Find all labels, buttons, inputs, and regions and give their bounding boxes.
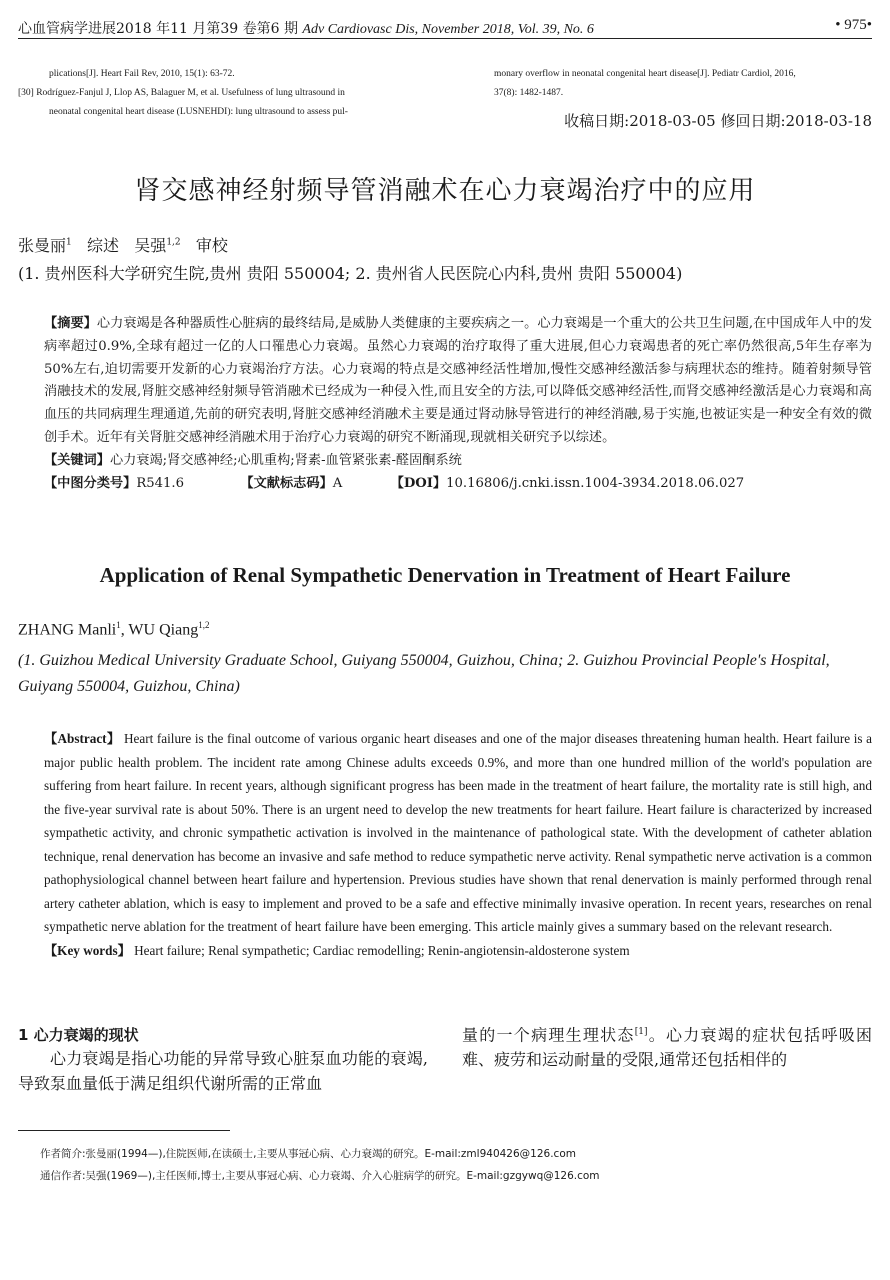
- english-keywords: [18, 939, 872, 963]
- keywords-label: 【关键词】: [44, 452, 110, 468]
- doc-code-label: 【文献标志码】: [240, 475, 333, 491]
- clc-label: 【中图分类号】: [44, 475, 137, 491]
- keywords-text: 心力衰竭;肾交感神经;心肌重构;肾素-血管紧张素-醛固酮系统: [109, 452, 462, 468]
- keywords-text: Heart failure; Renal sympathetic; Cardiac remodelling; Renin-angiotensin-aldosterone system: [134, 942, 630, 958]
- journal-en: Adv Cardiovasc Dis, November 2018, Vol. 39, No. 6: [302, 22, 594, 37]
- references-left: [18, 65, 440, 122]
- keywords-label: 【Key words】: [44, 942, 131, 958]
- abstract-label: 【Abstract】: [44, 731, 121, 746]
- body-text: 。心力衰竭的症状包括呼吸困难、疲劳和运动耐量的受限,通常还包括相伴的: [462, 1025, 872, 1070]
- reference-line: monary overflow in neonatal congenital heart disease[J]. Pediatr Cardiol, 2016,: [494, 69, 796, 79]
- chinese-abstract: [18, 313, 872, 450]
- journal-line: [18, 18, 594, 38]
- citation: [1]: [634, 1027, 648, 1037]
- body-paragraph: 心力衰竭是指心功能的异常导致心脏泵血功能的衰竭,导致泵血量低于满足组织代谢所需的正常血: [18, 1049, 428, 1093]
- chinese-affiliation: (1. 贵州医科大学研究生院,贵州 贵阳 550004; 2. 贵州省人民医院心内科,贵州 贵阳 550004): [18, 264, 683, 283]
- chinese-abstract-block: [18, 313, 872, 495]
- author-superscript: 1,2: [166, 237, 181, 248]
- body-column-right: [462, 1020, 872, 1072]
- journal-cn: 心血管病学进展2018 年11 月第39 卷第6 期: [18, 21, 298, 37]
- page-number: • 975•: [835, 17, 872, 33]
- classification-line: [18, 473, 872, 496]
- footnote-rule: [18, 1130, 230, 1131]
- running-header: [18, 14, 872, 39]
- author-role: 综述: [87, 236, 120, 255]
- doi-value: 10.16806/j.cnki.issn.1004-3934.2018.06.027: [446, 475, 745, 491]
- english-abstract: [18, 727, 872, 939]
- abstract-text: Heart failure is the final outcome of various organic heart diseases and one of the major diseases threatening human health. Heart failure is a major public health problem. The incident rate among Chinese adults exceeds 0.9%, and more than one hundred million of the world's population are suffering from heart failure. In recent years, although significant progress has been made in the treatment of heart failure, the mortality rate is still high, and the five-year survival rate is about 50%. There is an urgent need to develop the new treatments for heart failure. Heart failure is characterized by increased sympathetic activity, and chronic sympathetic activation is involved in the maintenance of pathological state. With the development of catheter ablation technique, renal denervation has become an invasive and safe method to reduce sympathetic nerve activity. Renal sympathetic nerve activation is a common pathophysiological channel between heart failure and hypertension. Previous studies have shown that renal denervation is mainly performed through renal artery catheter ablation, which is easy to implement and proved to be a safe and effective minimally invasive operation. In recent years, researches on renal sympathetic nerve ablation for the treatment of heart failure have been emerging. This article mainly gives a summary based on the relevant research.: [44, 731, 872, 934]
- author-intro-note: 作者简介:张曼丽(1994—),住院医师,在读硕士,主要从事冠心病、心力衰竭的研究。E-mail:zml940426@126.com: [40, 1148, 576, 1160]
- received-revised-dates: 收稿日期:2018-03-05 修回日期:2018-03-18: [564, 112, 872, 130]
- abstract-text: 心力衰竭是各种器质性心脏病的最终结局,是威胁人类健康的主要疾病之一。心力衰竭是一个重大的公共卫生问题,在中国成年人中的发病率超过0.9%,全球有超过一亿的人口罹患心力衰竭。虽然心力衰竭的治疗取得了重大进展,但心力衰竭患者的死亡率仍然很高,5年生存率为50%左右,迫切需要开发新的心力衰竭治疗方法。心力衰竭的特点是交感神经活性增加,慢性交感神经激活参与病理状态的维持。随着射频导管消融技术的发展,肾脏交感神经射频导管消融术已经成为一种侵入性,而且安全的方法,可以降低交感神经活性,而肾交感神经激活是心力衰竭和高血压的共同病理生理通道,先前的研究表明,肾脏交感神经消融术主要是通过肾动脉导管进行的神经消融,易于实施,也被证实是一种安全有效的微创手术。近年有关肾脏交感神经消融术用于治疗心力衰竭的研究不断涌现,现就相关研究予以综述。: [44, 316, 873, 445]
- author-role: 审校: [195, 236, 228, 255]
- abstract-label: 【摘要】: [44, 316, 97, 331]
- author-name: 张曼丽: [18, 236, 67, 255]
- references-right: [494, 65, 872, 103]
- english-abstract-block: [18, 727, 872, 962]
- author-name: 吴强: [134, 236, 167, 255]
- chinese-authors: [18, 233, 228, 256]
- body-text: 量的一个病理生理状态: [462, 1025, 635, 1045]
- author-superscript: 1: [116, 620, 121, 630]
- clc-code: R541.6: [136, 475, 184, 491]
- english-title: Application of Renal Sympathetic Denervation in Treatment of Heart Failure: [99, 563, 791, 587]
- body-paragraph: [462, 1020, 872, 1072]
- english-authors: [18, 620, 209, 639]
- footnotes: [40, 1143, 600, 1187]
- body-column-left: [18, 1046, 428, 1096]
- reference-line: neonatal congenital heart disease (LUSNEHDI): lung ultrasound to assess pul-: [49, 107, 348, 117]
- doi-label: 【DOI】: [390, 475, 447, 491]
- author-name: ZHANG Manli: [18, 621, 117, 639]
- author-superscript: 1,2: [198, 620, 210, 630]
- corresponding-author-note: 通信作者:吴强(1969—),主任医师,博士,主要从事冠心病、心力衰竭、介入心脏病学的研究。E-mail:gzgywq@126.com: [40, 1170, 600, 1182]
- author-name: , WU Qiang: [120, 621, 199, 639]
- chinese-title: 肾交感神经射频导管消融术在心力衰竭治疗中的应用: [134, 176, 756, 206]
- reference-line: plications[J]. Heart Fail Rev, 2010, 15(1): 63-72.: [49, 69, 235, 79]
- reference-line: 37(8): 1482-1487.: [494, 88, 564, 98]
- english-affiliation: (1. Guizhou Medical University Graduate School, Guiyang 550004, Guizhou, China; 2. Guizhou Provincial People's Hospital, Guiyang 550004, Guizhou, China): [18, 652, 830, 695]
- reference-line: [30] Rodríguez-Fanjul J, Llop AS, Balaguer M, et al. Usefulness of lung ultrasound in: [18, 88, 345, 98]
- chinese-keywords: [18, 450, 872, 473]
- doc-code: A: [332, 475, 343, 491]
- section-heading: 1 心力衰竭的现状: [18, 1026, 139, 1044]
- author-superscript: 1: [66, 237, 72, 248]
